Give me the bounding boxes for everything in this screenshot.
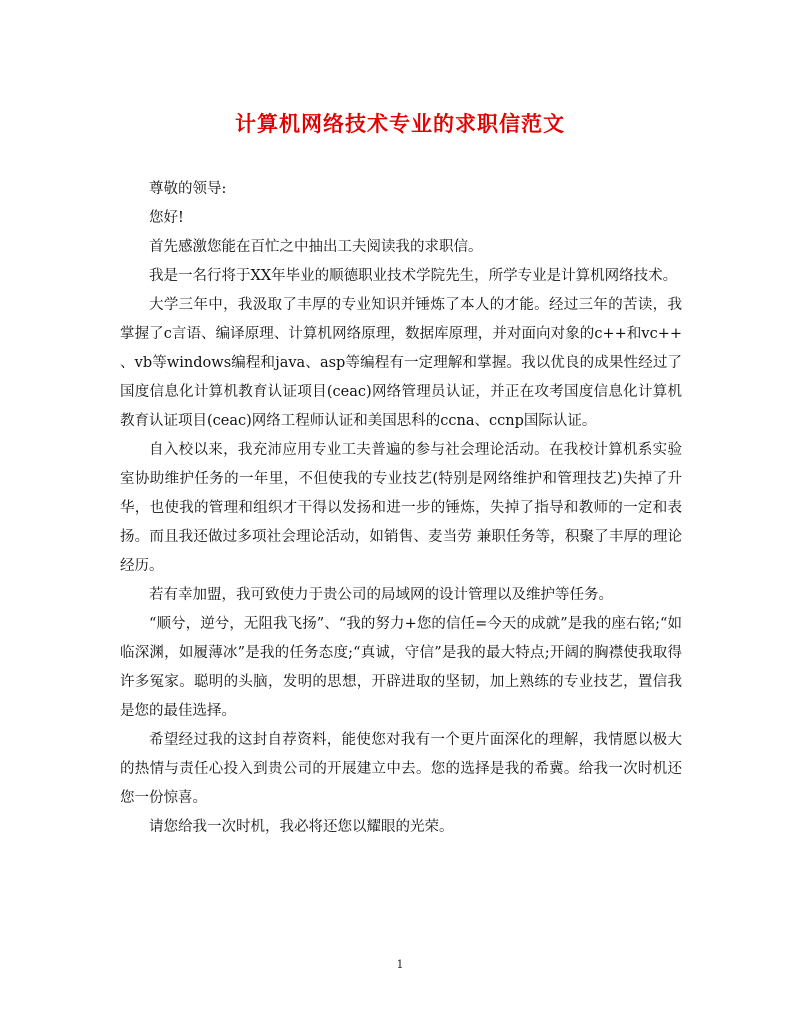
page-number: 1 <box>396 958 404 971</box>
paragraph-motto: “顺兮，逆兮，无阻我飞扬”、“我的努力+您的信任=今天的成就”是我的座右铭;“如临深渊，如履薄冰”是我的任务态度;“真诚，守信”是我的最大特点;开阔的胸襟使我取得许多冤家。聪明的头脑，发明的思想，开辟进取的坚韧，加上熟练的专业技艺，置信我是您的最佳选择。 <box>120 616 682 719</box>
paragraph-intent: 若有幸加盟，我可致使力于贵公司的局域网的设计管理以及维护等任务。 <box>149 587 613 603</box>
paragraph-education: 大学三年中，我汲取了丰厚的专业知识并锤炼了本人的才能。经过三年的苦读，我掌握了c言语、编译原理、计算机网络原理，数据库原理，并对面向对象的c++和vc++ 、vb等windows编程和java、asp等编程有一定理解和掌握。我以优良的成果性经过了国度信息化计算机教育认证项目(ceac)网络管理员认证，并正在攻考国度信息化计算机教育认证项目(ceac)网络工程师认证和美国思科的ccna、ccnp国际认证。 <box>120 297 682 429</box>
salutation: 尊敬的领导: <box>149 181 227 197</box>
letter-body <box>120 175 682 842</box>
paragraph-experience: 自入校以来，我充沛应用专业工夫普遍的参与社会理论活动。在我校计算机系实验室协助维护任务的一年里，不但使我的专业技艺(特别是网络维护和管理技艺)失掉了升华，也使我的管理和组织才干得以发扬和进一步的锤炼，失掉了指导和教师的一定和表扬。而且我还做过多项社会理论活动，如销售、麦当劳 兼职任务等，积聚了丰厚的理论经历。 <box>120 442 682 574</box>
paragraph-introduction: 我是一名行将于XX年毕业的顺德职业技术学院先生，所学专业是计算机网络技术。 <box>149 268 678 284</box>
greeting: 您好! <box>149 210 184 226</box>
paragraph-closing: 请您给我一次时机，我必将还您以耀眼的光荣。 <box>149 819 454 835</box>
paragraph-thanks: 首先感激您能在百忙之中抽出工夫阅读我的求职信。 <box>149 239 483 255</box>
document-title: 计算机网络技术专业的求职信范文 <box>235 112 565 136</box>
paragraph-hope: 希望经过我的这封自荐资料，能使您对我有一个更片面深化的理解，我情愿以极大的热情与责任心投入到贵公司的开展建立中去。您的选择是我的希冀。给我一次时机还您一份惊喜。 <box>120 732 682 806</box>
